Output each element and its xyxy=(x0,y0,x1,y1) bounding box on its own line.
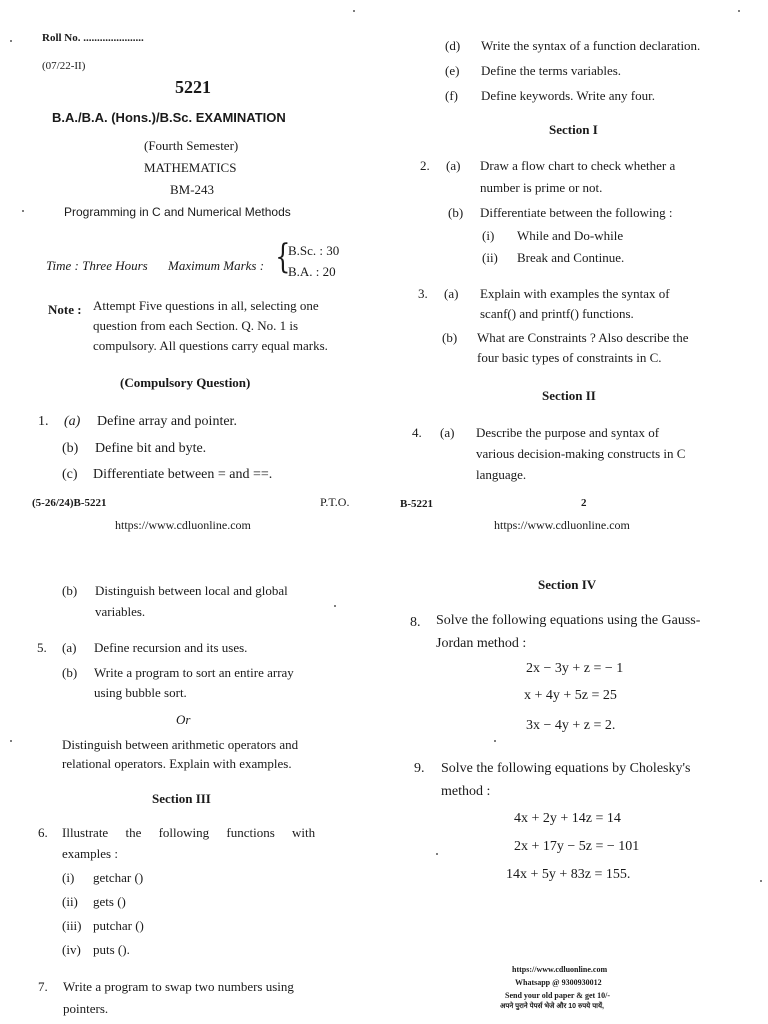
part-label: (c) xyxy=(62,467,78,482)
part-label: (b) xyxy=(448,205,464,220)
question-text: Define bit and byte. xyxy=(95,441,207,456)
question-number: 5. xyxy=(37,640,47,655)
promo-hindi: अपने पुराने पेपर्स भेजे और 10 रुपये पायें, xyxy=(500,1003,604,1010)
part-label: (f) xyxy=(445,88,458,103)
question-text: Define array and pointer. xyxy=(97,414,237,429)
question-text: Jordan method : xyxy=(436,636,527,651)
question-number: 2. xyxy=(420,158,430,173)
question-text: relational operators. Explain with examples. xyxy=(62,756,292,771)
paper-title: Programming in C and Numerical Methods xyxy=(64,205,291,219)
sub-label: (ii) xyxy=(62,894,78,909)
footer-url: https://www.cdluonline.com xyxy=(115,518,251,532)
scan-speck xyxy=(334,605,336,607)
question-text: Break and Continue. xyxy=(517,250,625,265)
question-text: various decision-making constructs in C xyxy=(476,446,686,461)
question-text: language. xyxy=(476,467,527,482)
section-heading: Section IV xyxy=(538,577,597,592)
sub-label: (iv) xyxy=(62,942,81,957)
note-line: question from each Section. Q. No. 1 is xyxy=(93,318,299,333)
page-2 xyxy=(384,0,768,532)
question-text: What are Constraints ? Also describe the xyxy=(477,330,689,345)
subject: MATHEMATICS xyxy=(144,160,237,175)
marks-ba: B.A. : 20 xyxy=(288,264,336,279)
promo-offer: Send your old paper & get 10/- xyxy=(505,991,611,1000)
part-label: (d) xyxy=(445,38,461,53)
marks-brace: { xyxy=(275,237,291,277)
promo-url: https://www.cdluonline.com xyxy=(512,965,608,974)
time-allowed: Time : Three Hours xyxy=(46,258,148,273)
paper-code: BM-243 xyxy=(170,182,215,197)
question-number: 9. xyxy=(414,761,425,776)
footer-code: B-5221 xyxy=(400,498,433,510)
footer-pto: P.T.O. xyxy=(320,495,350,509)
scan-speck xyxy=(738,10,740,12)
question-text: Write a program to sort an entire array xyxy=(94,665,294,680)
scan-speck xyxy=(22,210,24,212)
or-separator: Or xyxy=(176,712,191,727)
question-number: 4. xyxy=(412,425,422,440)
part-label: (a) xyxy=(444,286,459,301)
question-text: Explain with examples the syntax of xyxy=(480,286,670,301)
footer-code: (5-26/24)B-5221 xyxy=(32,497,107,509)
question-text: Distinguish between local and global xyxy=(95,583,288,598)
question-text: putchar () xyxy=(93,918,144,933)
question-text: Solve the following equations using the Gauss- xyxy=(436,613,701,628)
note-label: Note : xyxy=(48,302,82,317)
question-text: Write a program to swap two numbers using xyxy=(63,979,294,994)
equation: 4x + 2y + 14z = 14 xyxy=(514,811,621,826)
scan-speck xyxy=(494,740,496,742)
note-line: Attempt Five questions in all, selecting one xyxy=(93,298,319,313)
question-text: Differentiate between = and ==. xyxy=(93,467,273,482)
scan-speck xyxy=(10,40,12,42)
sub-label: (iii) xyxy=(62,918,82,933)
footer-url: https://www.cdluonline.com xyxy=(494,518,630,532)
question-number: 1. xyxy=(38,414,49,429)
question-number: 6. xyxy=(38,825,48,840)
question-text: number is prime or not. xyxy=(480,180,603,195)
equation: 14x + 5y + 83z = 155. xyxy=(506,867,631,882)
question-text: Describe the purpose and syntax of xyxy=(476,425,660,440)
question-text: pointers. xyxy=(63,1001,109,1016)
exam-title: B.A./B.A. (Hons.)/B.Sc. EXAMINATION xyxy=(52,110,286,125)
marks-bsc: B.Sc. : 30 xyxy=(288,243,340,258)
promo-whatsapp: Whatsapp @ 9300930012 xyxy=(515,978,602,987)
part-label: (b) xyxy=(62,665,78,680)
scan-speck xyxy=(760,880,762,882)
section-heading: Section III xyxy=(152,791,211,806)
question-text: While and Do-while xyxy=(517,228,624,243)
equation: 3x − 4y + z = 2. xyxy=(526,718,616,733)
question-text: variables. xyxy=(95,604,146,619)
question-number: 3. xyxy=(418,286,428,301)
part-label: (e) xyxy=(445,63,460,78)
question-text: four basic types of constraints in C. xyxy=(477,350,662,365)
question-text: Solve the following equations by Cholesky's xyxy=(441,761,691,776)
equation: 2x + 17y − 5z = − 101 xyxy=(514,839,640,854)
part-label: (b) xyxy=(442,330,458,345)
compulsory-heading: (Compulsory Question) xyxy=(120,375,251,390)
scan-speck xyxy=(436,853,438,855)
scan-speck xyxy=(10,740,12,742)
sub-label: (i) xyxy=(62,870,75,885)
question-text: Define the terms variables. xyxy=(481,63,622,78)
semester: (Fourth Semester) xyxy=(144,138,239,153)
part-label: (b) xyxy=(62,583,78,598)
page-1 xyxy=(0,0,384,532)
roll-number: Roll No. ...................... xyxy=(42,32,144,44)
question-text: puts (). xyxy=(93,942,130,957)
question-text: method : xyxy=(441,784,491,799)
question-text: Define keywords. Write any four. xyxy=(481,88,655,103)
exam-code: (07/22-II) xyxy=(42,60,86,72)
section-heading: Section II xyxy=(542,388,596,403)
note-line: compulsory. All questions carry equal marks. xyxy=(93,338,328,353)
page-4 xyxy=(384,512,768,1024)
question-text: Draw a flow chart to check whether a xyxy=(480,158,676,173)
paper-number: 5221 xyxy=(175,77,211,97)
page-3 xyxy=(0,512,384,1024)
section-heading: Section I xyxy=(549,122,598,137)
sub-label: (i) xyxy=(482,228,495,243)
question-text: using bubble sort. xyxy=(94,685,187,700)
question-text: examples : xyxy=(62,846,118,861)
question-number: 8. xyxy=(410,615,421,630)
footer-page-number: 2 xyxy=(581,497,587,509)
equation: x + 4y + 5z = 25 xyxy=(524,688,617,703)
question-text: Define recursion and its uses. xyxy=(94,640,248,655)
question-text: Differentiate between the following : xyxy=(480,205,673,220)
scan-speck xyxy=(353,10,355,12)
question-text: gets () xyxy=(93,894,126,909)
question-text: getchar () xyxy=(93,870,144,885)
part-label: (a) xyxy=(440,425,455,440)
part-label: (a) xyxy=(62,640,77,655)
question-text: Write the syntax of a function declaration. xyxy=(481,38,701,53)
part-label: (b) xyxy=(62,441,79,456)
max-marks-label: Maximum Marks : xyxy=(168,258,265,273)
sub-label: (ii) xyxy=(482,250,498,265)
part-label: (a) xyxy=(446,158,461,173)
question-number: 7. xyxy=(38,979,48,994)
question-text: Illustrate the following functions with xyxy=(62,825,316,840)
question-text: scanf() and printf() functions. xyxy=(480,306,634,321)
equation: 2x − 3y + z = − 1 xyxy=(526,661,624,676)
part-label: (a) xyxy=(64,414,81,429)
question-text: Distinguish between arithmetic operators and xyxy=(62,737,299,752)
